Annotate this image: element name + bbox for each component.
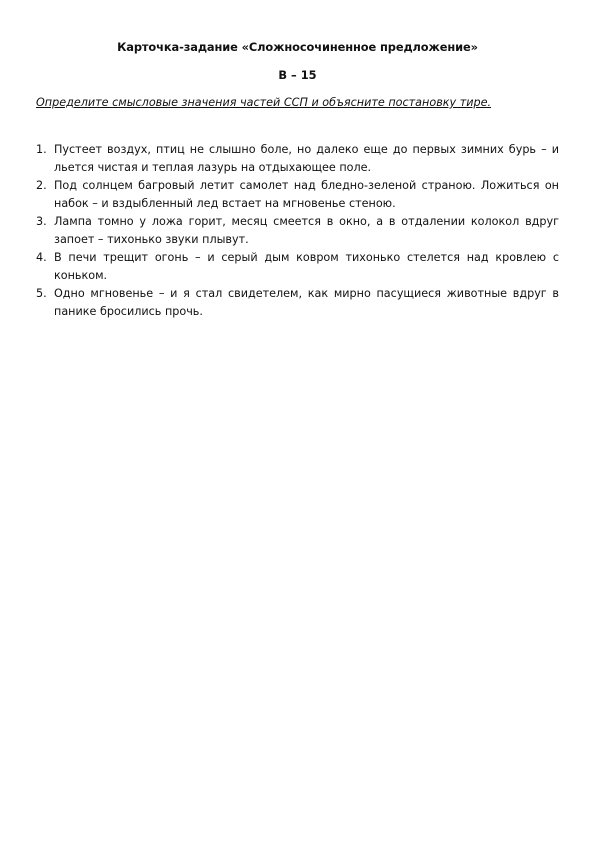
task-list [36, 141, 559, 321]
task-text: Лампа томно у ложа горит, месяц смеется в окно, а в отдалении колокол вдруг запоет – тихонько звуки плывут. [54, 215, 559, 246]
task-text: Под солнцем багровый летит самолет над бледно-зеленой страною. Ложиться он набок – и вздыбленный лед встает на мгновенье стеною. [54, 179, 559, 210]
document-title: Карточка-задание «Сложносочиненное предложение» [117, 40, 478, 54]
task-instruction: Определите смысловые значения частей ССП и объясните постановку тире. [36, 96, 492, 109]
task-item-5 [36, 285, 559, 321]
task-item-3 [36, 213, 559, 249]
task-number: 3. [36, 215, 47, 228]
task-number: 5. [36, 287, 47, 300]
task-number: 1. [36, 143, 47, 156]
task-text: Пустеет воздух, птиц не слышно боле, но далеко еще до первых зимних бурь – и льется чистая и теплая лазурь на отдыхающее поле. [54, 143, 559, 174]
task-item-1 [36, 141, 559, 177]
task-item-4 [36, 249, 559, 285]
variant-label: В – 15 [278, 68, 317, 82]
task-text: В печи трещит огонь – и серый дым ковром тихонько стелется над кровлею с коньком. [54, 251, 559, 282]
task-text: Одно мгновенье – и я стал свидетелем, как мирно пасущиеся животные вдруг в панике бросились прочь. [54, 287, 559, 318]
task-item-2 [36, 177, 559, 213]
task-number: 2. [36, 179, 47, 192]
task-number: 4. [36, 251, 47, 264]
